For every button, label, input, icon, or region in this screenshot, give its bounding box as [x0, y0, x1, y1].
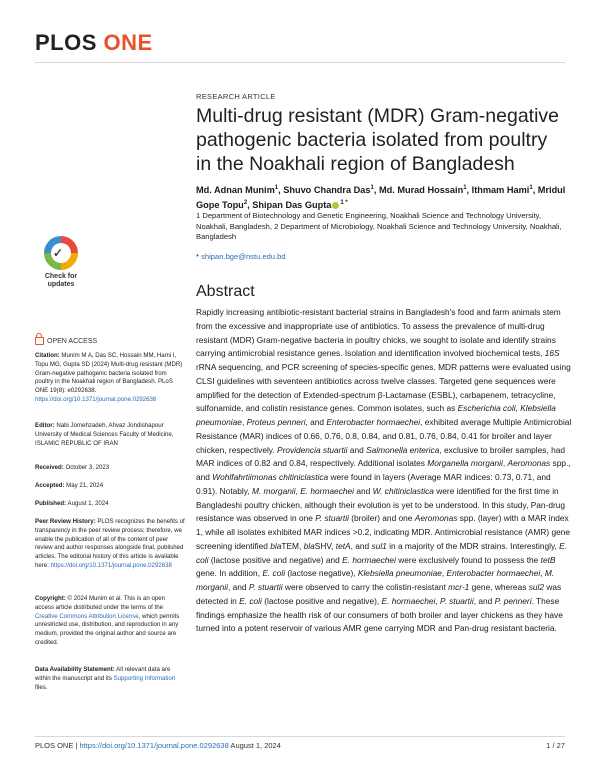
affiliation-marker: 1 — [529, 185, 533, 191]
editor-text: Nabi Jomehzadeh, Ahvaz Jondishapour University of Medical Sciences Faculty of Medicine, ISLAMIC REPUBLIC OF IRAN — [35, 422, 174, 447]
published-value: August 1, 2024 — [66, 500, 109, 507]
affiliation-marker: 1 * — [340, 200, 348, 207]
author-name[interactable]: , Md. Murad Hossain — [373, 185, 464, 196]
data-availability-text-end: files. — [35, 683, 48, 691]
citation-block — [35, 352, 185, 405]
abstract-text: Rapidly increasing antibiotic-resistant bacterial strains in Bangladesh's food and farm animals stem from the excessive and inappropriate use of antibiotics. To assess the prevalence of multi-drug resistant (MDR) Gram-negative bacteria in poultry chicks, we sought to isolate and identify strains carrying antimicrobial resistance genes. Isolation and identification involved biochemical tests, 16S rRNA sequencing, and PCR screening of species-specific genes. MDR patterns were evaluated using CLSI guidelines with seventeen antibiotics across twelve classes. Targeted gene sequences were amplified for the detection of Extended-spectrum β-Lactamase (ESBL), carbapenem, tetracycline, sulfonamide, and colistin resistance genes. Common isolates, such as Escherichia coli, Klebsiella pneumoniae, Proteus penneri, and Enterobacter hormaechei, exhibited average Multiple Antimicrobial Resistance (MAR) indices of 0.66, 0.76, 0.8, 0.84, and 0.81, 0.76, 0.84, 0.41 for broiler and layer chicken, respectively. Providencia stuartii and Salmonella enterica, exclusive to broiler samples, had MAR indices of 0.82 and 0.84, respectively. Additional isolates Morganella morganii, Aeromonas spp., and Wohlfahrtiimonas chitiniclastica were found in layers (Average MAR indices: 0.73, 0.71, and 0.91). Notably, M. morganii, E. hormaechei and W. chitiniclastica were identified for the first time in Bangladeshi poultry chicken, although their evolution is yet to be understood. In this study, Pan-drug resistance was observed in one P. stuartii (broiler) and one Aeromonas spp. (layer) with a MAR index 1, while all isolates exhibited MAR indices >0.2, indicating MDR. Antimicrobial resistance (AMR) gene screening identified blaTEM, blaSHV, tetA, and sul1 in a majority of the MDR strains. Interestingly, E. coli (lactose positive and negative) and E. hormaechei were exclusively found to possess the tetB gene. In addition, E. coli (lactose negative), Klebsiella pneumoniae, Enterobacter hormaechei, M. morganii, and P. stuartii were observed to carry the colistin-resistant mcr-1 gene, whereas sul2 was detected in E. coli (lactose positive and negative), E. hormaechei, P. stuartii, and P. penneri. These findings emphasize the health risk of our consumers of both broiler and layer chickens as they have turned into a potent reservoir of various AMR gene carrying MDR and Pan-drug resistant bacteria. — [196, 307, 572, 634]
affiliation-marker: 2 — [243, 200, 248, 207]
article-type: RESEARCH ARTICLE — [196, 92, 276, 101]
open-access-label — [35, 337, 97, 345]
author-list — [196, 182, 571, 212]
author-name[interactable]: , Shuvo Chandra Das — [278, 185, 371, 196]
corresponding-email[interactable] — [196, 252, 286, 261]
open-lock-icon — [35, 337, 44, 345]
affiliations: 1 Department of Biotechnology and Genetic Engineering, Noakhali Science and Technology University, Noakhali, Bangladesh, 2 Department of Microbiology, Noakhali Science and Technology University, Noakhali, Bangladesh — [196, 211, 562, 241]
copyright-text-end: , which permits unrestricted use, distribution, and reproduction in any medium, provided the original author and source are credited. — [35, 612, 180, 646]
footer-doi-link[interactable]: https://doi.org/10.1371/journal.pone.0292638 — [79, 741, 229, 750]
cc-license-link[interactable]: Creative Commons Attribution License — [35, 612, 139, 620]
open-access-text: OPEN ACCESS — [47, 337, 98, 345]
published-date — [35, 500, 185, 509]
citation-doi-link[interactable]: https://doi.org/10.1371/journal.pone.0292638 — [35, 395, 157, 403]
author-name[interactable]: , Shipan Das Gupta — [247, 200, 332, 211]
email-address[interactable]: shipan.bge@nstu.edu.bd — [201, 252, 286, 261]
copyright-label: Copyright: — [35, 595, 66, 602]
check-for-updates-badge[interactable] — [38, 236, 84, 289]
accepted-date — [35, 482, 185, 491]
received-date — [35, 464, 185, 473]
citation-text: Munim M A, Das SC, Hossain MM, Hami I, Topu MG, Gupta SD (2024) Multi-drug resistant (MDR) Gram-negative pathogenic bacteria isolated from poultry in the Noakhali region of Bangladesh. PLoS ONE 19(8): e0292638. — [35, 352, 183, 395]
journal-logo[interactable] — [35, 30, 153, 56]
peer-review-block — [35, 518, 185, 571]
corresponding-marker: * — [196, 252, 202, 261]
check-updates-icon: ✓ — [44, 236, 78, 270]
header-divider — [35, 62, 565, 63]
received-label: Received: — [35, 464, 64, 471]
author-name[interactable]: , Mridul Gope Topu — [196, 185, 566, 211]
supporting-information-link[interactable]: Supporting Information — [113, 674, 176, 682]
footer-journal: PLOS ONE | — [35, 741, 80, 750]
peer-review-text: PLOS recognizes the benefits of transparency in the peer review process; therefore, we enable the publication of all of the content of peer review and author responses alongside final, published articles. The editorial history of this article is available here: — [35, 518, 185, 569]
article-title: Multi-drug resistant (MDR) Gram-negative pathogenic bacteria isolated from poultry in the Noakhali region of Bangladesh — [196, 105, 560, 175]
abstract-heading: Abstract — [196, 283, 255, 300]
copyright-text: © 2024 Munim et al. This is an open access article distributed under the terms of the — [35, 595, 166, 611]
accepted-label: Accepted: — [35, 482, 65, 489]
published-label: Published: — [35, 500, 67, 507]
affiliation-marker: 1 — [370, 185, 374, 191]
received-value: October 3, 2023 — [63, 464, 110, 471]
logo-one: ONE — [103, 30, 153, 55]
citation-label: Citation: — [35, 352, 60, 359]
orcid-icon[interactable] — [332, 202, 339, 209]
data-availability-text: All relevant data are within the manuscript and its — [35, 666, 171, 682]
editor-label: Editor: — [35, 422, 55, 429]
author-name[interactable]: , Ithmam Hami — [466, 185, 530, 196]
copyright-block — [35, 595, 185, 648]
footer-citation — [35, 741, 281, 750]
affiliation-marker: 1 — [274, 185, 279, 191]
footer-divider — [35, 736, 565, 737]
accepted-value: May 21, 2024 — [64, 482, 104, 489]
peer-review-link[interactable]: https://doi.org/10.1371/journal.pone.0292638 — [50, 561, 172, 569]
author-name[interactable]: Md. Adnan Munim — [196, 185, 275, 196]
check-updates-line1: Check for — [44, 273, 78, 280]
editor-block — [35, 422, 185, 448]
data-availability-block — [35, 666, 185, 692]
peer-review-label: Peer Review History: — [35, 518, 96, 525]
affiliation-marker: 1 — [463, 185, 467, 191]
logo-plos: PLOS — [35, 30, 97, 55]
footer-date: August 1, 2024 — [228, 741, 281, 750]
data-availability-label: Data Availability Statement: — [35, 666, 115, 673]
check-updates-line2: updates — [47, 281, 75, 288]
page-number: 1 / 27 — [546, 741, 565, 750]
